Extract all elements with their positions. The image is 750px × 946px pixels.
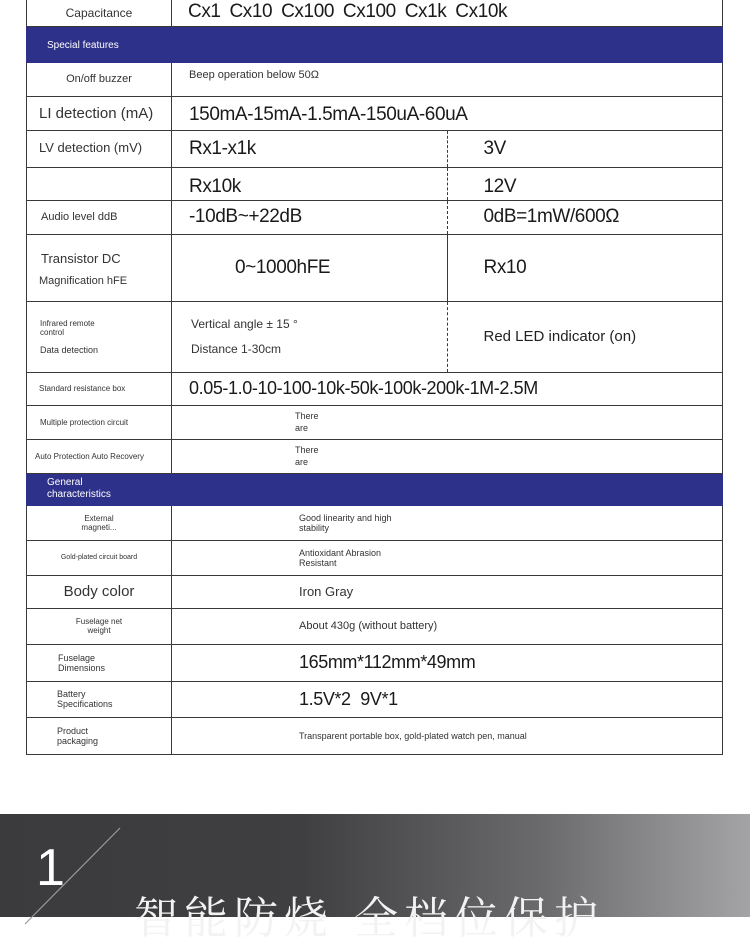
row-infrared <box>27 301 723 372</box>
value-buzzer: Beep operation below 50Ω <box>172 62 723 96</box>
value-lv-voltage: 3V <box>447 130 723 167</box>
label-audio-level: Audio level ddB <box>27 200 172 234</box>
value-infrared-distance: Distance 1-30cm <box>191 342 282 356</box>
value-lv2-voltage: 12V <box>447 167 723 200</box>
value-capacitance: Cx1 Cx10 Cx100 Cx100 Cx1k Cx10k <box>172 0 723 26</box>
label-lv-detection: LV detection (mV) <box>27 130 172 167</box>
label-gold-plated: Gold-plated circuit board <box>27 540 172 575</box>
value-audio-range: -10dB~+22dB <box>172 200 448 234</box>
row-transistor <box>27 234 723 301</box>
value-transistor-range: 0~1000hFE <box>172 234 448 301</box>
row-dimensions <box>27 644 723 681</box>
value-resistance-box: 0.05-1.0-10-100-10k-50k-100k-200k-1M-2.5M <box>172 372 723 405</box>
banner-number: 1 <box>36 839 65 897</box>
section-special-features <box>27 26 723 62</box>
label-net-weight: Fuselage net weight <box>75 617 123 635</box>
value-lv-range: Rx1-x1k <box>172 130 448 167</box>
label-capacitance: Capacitance <box>27 0 172 26</box>
banner-headline: 智能防烧 全档位保护 <box>134 893 604 944</box>
value-lv2-range: Rx10k <box>172 167 448 200</box>
label-body-color: Body color <box>27 575 172 608</box>
section-general-characteristics <box>27 473 723 505</box>
value-auto-protection: There are <box>295 445 319 467</box>
label-transistor-2: Magnification hFE <box>39 274 128 287</box>
section-title-general: General characteristics <box>47 477 111 500</box>
value-transistor-range-b: Rx10 <box>447 234 723 301</box>
label-infrared-1: Infrared remote control <box>40 318 95 337</box>
row-lv-detection <box>27 130 723 167</box>
label-dimensions: Fuselage Dimensions <box>58 652 106 673</box>
spec-table <box>26 0 723 755</box>
value-dimensions: 165mm*112mm*49mm <box>172 644 723 681</box>
row-gold-plated <box>27 540 723 575</box>
row-net-weight <box>27 608 723 644</box>
value-battery: 1.5V*2 9V*1 <box>172 681 723 717</box>
label-battery: Battery Specifications <box>57 689 113 709</box>
row-body-color <box>27 575 723 608</box>
label-packaging: Product packaging <box>57 725 99 746</box>
value-body-color: Iron Gray <box>172 575 723 608</box>
value-external-magnetic: Good linearity and high stability <box>299 512 392 533</box>
label-infrared-2: Data detection <box>40 344 99 355</box>
row-auto-protection <box>27 439 723 473</box>
feature-banner <box>0 814 750 944</box>
value-infrared-angle: Vertical angle ± 15 ° <box>191 317 298 331</box>
row-multiple-protection <box>27 405 723 439</box>
label-auto-protection: Auto Protection Auto Recovery <box>27 439 172 473</box>
value-gold-plated: Antioxidant Abrasion Resistant <box>299 547 382 568</box>
row-external-magnetic <box>27 505 723 540</box>
value-audio-ref: 0dB=1mW/600Ω <box>447 200 723 234</box>
label-transistor-1: Transistor DC <box>41 250 121 266</box>
row-li-detection <box>27 96 723 130</box>
row-capacitance <box>27 0 723 26</box>
row-buzzer <box>27 62 723 96</box>
row-resistance-box <box>27 372 723 405</box>
label-multiple-protection: Multiple protection circuit <box>27 405 172 439</box>
value-li-detection: 150mA-15mA-1.5mA-150uA-60uA <box>172 96 723 130</box>
label-buzzer: On/off buzzer <box>27 62 172 96</box>
label-resistance-box: Standard resistance box <box>39 384 126 393</box>
row-packaging <box>27 717 723 754</box>
value-packaging: Transparent portable box, gold-plated watch pen, manual <box>172 717 723 754</box>
value-multiple-protection: There are <box>295 411 319 433</box>
label-li-detection: LI detection (mA) <box>27 96 172 130</box>
section-title-special: Special features <box>47 40 119 51</box>
row-audio-level <box>27 200 723 234</box>
value-infrared-led: Red LED indicator (on) <box>447 301 723 372</box>
label-external-magnetic: External magneti... <box>81 513 117 532</box>
row-lv-detection-2 <box>27 167 723 200</box>
value-net-weight: About 430g (without battery) <box>172 608 723 644</box>
row-battery <box>27 681 723 717</box>
